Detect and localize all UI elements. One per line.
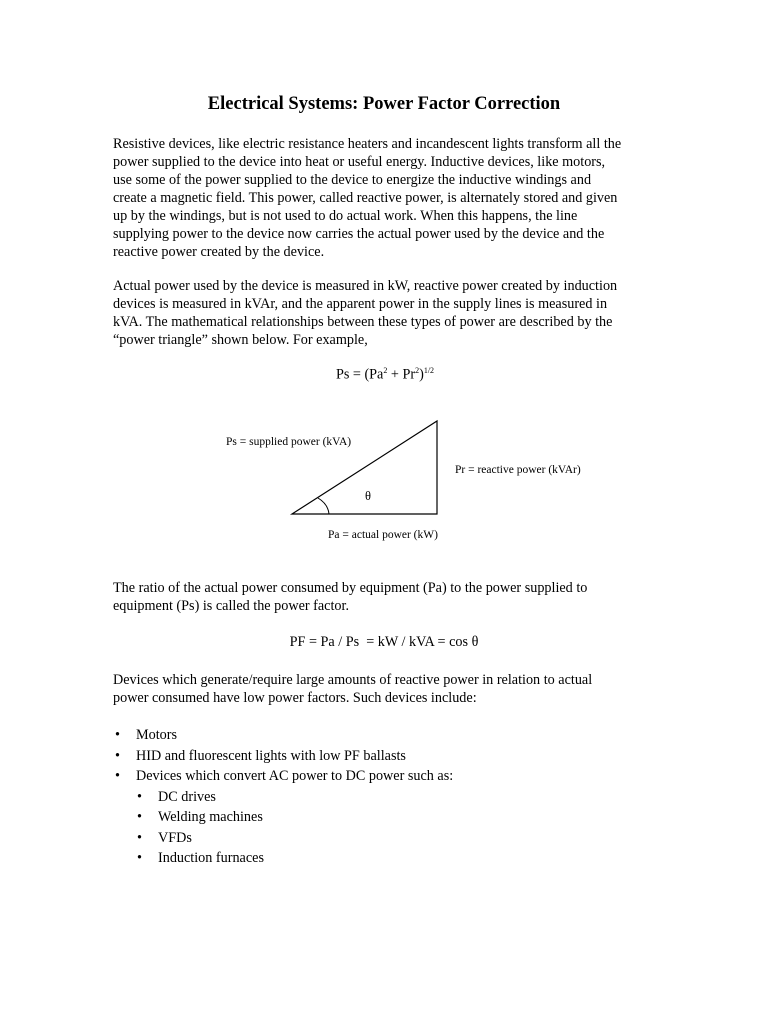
text-line: power supplied to the device into heat or useful energy. Inductive devices, like motors, — [113, 154, 606, 170]
text-line: reactive power created by the device. — [113, 244, 325, 260]
bullet-icon: • — [115, 768, 120, 784]
sub-list-item — [113, 848, 453, 869]
text-line: Devices which generate/require large amounts of reactive power in relation to actual — [113, 672, 593, 688]
text-line: up by the windings, but is not used to do actual work. When this happens, the line — [113, 208, 578, 224]
sub-list — [113, 787, 453, 869]
paragraph-low-pf-devices — [113, 671, 658, 707]
sub-list-item — [113, 807, 453, 828]
list-item-text: Induction furnaces — [158, 850, 264, 866]
equation-exponent: 1/2 — [423, 366, 435, 375]
list-item-text: Devices which convert AC power to DC power such as: — [136, 768, 454, 784]
pa-label: Pa = actual power (kW) — [328, 529, 438, 541]
sub-list-item — [113, 787, 453, 808]
list-item-text: VFDs — [158, 829, 192, 846]
equation-exponent: 2 — [415, 366, 420, 375]
text-line: Resistive devices, like electric resistance heaters and incandescent lights transform all the — [113, 136, 622, 152]
document-title: Electrical Systems: Power Factor Correction — [207, 94, 561, 114]
list-item — [113, 725, 453, 746]
bullet-icon: • — [137, 850, 142, 866]
bullet-icon: • — [137, 809, 142, 825]
text-line: kVA. The mathematical relationships between these types of power are described by the — [113, 314, 613, 330]
equation-power-factor: PF = Pa / Ps = kW / kVA = cos θ — [289, 634, 479, 650]
bullet-icon: • — [115, 727, 120, 743]
theta-label: θ — [365, 489, 371, 503]
angle-arc — [318, 498, 329, 514]
paragraph-power-factor — [113, 579, 658, 615]
list-item-text: DC drives — [158, 788, 216, 805]
text-line: devices is measured in kVAr, and the apparent power in the supply lines is measured in — [113, 296, 608, 312]
text-line: supplying power to the device now carries the actual power used by the device and the — [113, 226, 605, 242]
list-item-text: Welding machines — [158, 809, 263, 825]
list-item — [113, 766, 453, 869]
text-line: “power triangle” shown below. For example, — [113, 332, 368, 348]
pr-label: Pr = reactive power (kVAr) — [455, 464, 581, 476]
text-line: create a magnetic field. This power, called reactive power, is alternately stored and given — [113, 190, 618, 206]
text-line: power consumed have low power factors. Such devices include: — [113, 690, 477, 706]
ps-label: Ps = supplied power (kVA) — [226, 436, 352, 448]
bullet-icon: • — [115, 747, 120, 764]
sub-list-item — [113, 828, 453, 849]
list-item-text: HID and fluorescent lights with low PF ballasts — [136, 747, 406, 764]
text-line: The ratio of the actual power consumed by equipment (Pa) to the power supplied to — [113, 580, 588, 596]
text-line: equipment (Ps) is called the power factor. — [113, 598, 349, 614]
text-line: Actual power used by the device is measured in kW, reactive power created by induction — [113, 278, 618, 294]
list-item-text: Motors — [136, 727, 177, 743]
device-list — [113, 725, 453, 869]
equation-part: Ps = (Pa — [335, 366, 384, 383]
equation-part: ) — [419, 366, 424, 383]
equation-part: + Pr — [387, 366, 416, 383]
list-item — [113, 746, 453, 767]
text-line: use some of the power supplied to the device to energize the inductive windings and — [113, 172, 592, 188]
bullet-icon: • — [137, 829, 142, 846]
bullet-icon: • — [137, 788, 142, 805]
equation-exponent: 2 — [383, 366, 388, 375]
